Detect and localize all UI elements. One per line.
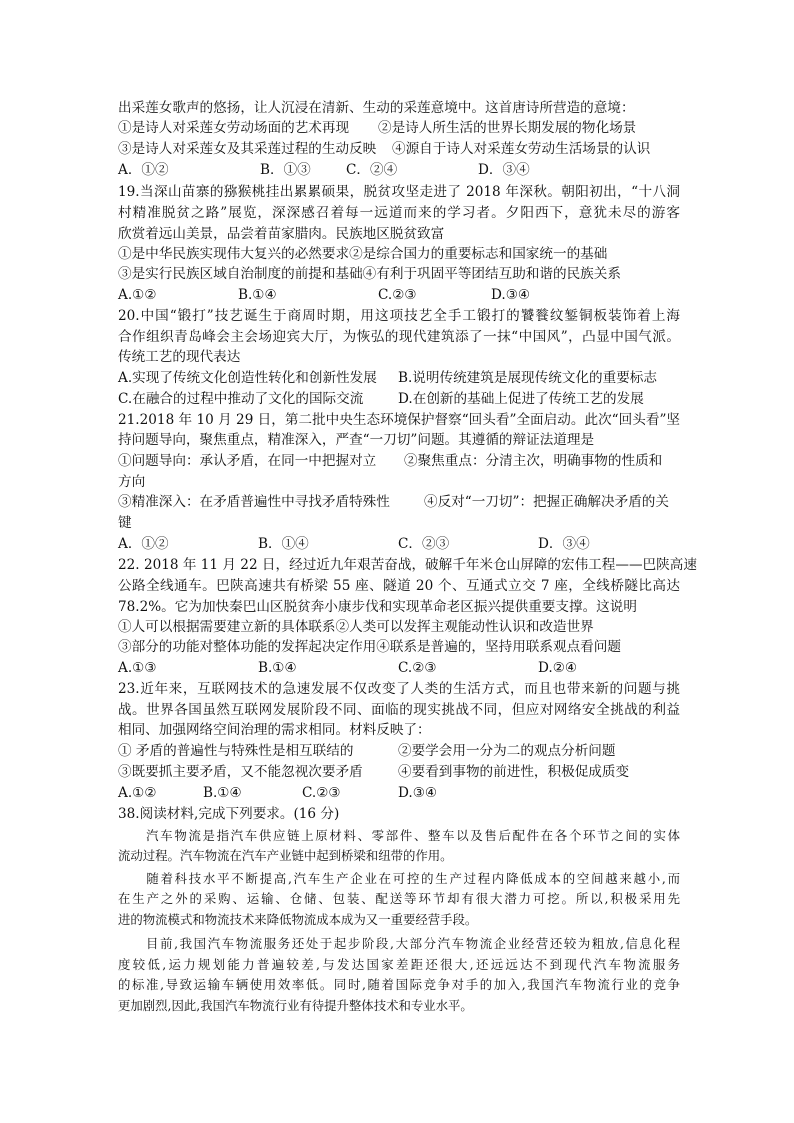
q21-option-a: A．①② xyxy=(118,536,169,552)
q18-item-2: ②是诗人所生活的世界长期发展的物化场景 xyxy=(378,120,637,136)
q20-option-b: B.说明传统建筑是展现传统文化的重要标志 xyxy=(398,370,657,386)
q23-item-2: ②要学会用一分为二的观点分析问题 xyxy=(398,743,616,759)
q20-line-1: 20.中国“锻打”技艺诞生于商周时期，用这项技艺全手工锻打的饕餮纹錾铜板装饰着上海 xyxy=(118,308,680,324)
q22-option-a: A.①③ xyxy=(118,660,157,676)
q19-line-2: 村精准脱贫之路”展览，深深感召着每一远道而来的学习者。夕阳西下，意犹未尽的游客 xyxy=(118,205,680,221)
q18-option-c: C．②④ xyxy=(346,162,398,178)
q22-option-d: D.②④ xyxy=(538,660,578,676)
q38-para-2-line-2: 在生产之外的采购、运输、仓储、包装、配送等环节却有很大潜力可挖。所以,积极采用先 xyxy=(118,891,680,906)
q21-item-4-cont: 键 xyxy=(118,515,132,531)
q19-option-b: B.①④ xyxy=(238,287,277,303)
q23-option-a: A.①② xyxy=(118,785,157,801)
q22-line-1: 22. 2018 年 11 月 22 日，经过近九年艰苦奋战，破解千年米仓山屏障的宏伟工程——巴陕高速 xyxy=(118,557,697,573)
q22-items-1-2: ①人可以根据需要建立新的具体联系②人类可以发挥主观能动性认识和改造世界 xyxy=(118,619,594,635)
q20-option-a: A.实现了传统文化创造性转化和创新性发展 xyxy=(118,370,377,386)
q23-option-b: B.①④ xyxy=(203,785,242,801)
q18-item-4: ④源自于诗人对采莲女劳动生活场景的认识 xyxy=(392,141,651,157)
q19-option-d: D.③④ xyxy=(491,287,531,303)
q18-stem: 出采莲女歌声的悠扬，让人沉浸在清新、生动的采莲意境中。这首唐诗所营造的意境： xyxy=(118,100,635,116)
q19-items-3-4: ③是实行民族区域自治制度的前提和基础④有利于巩固平等团结互助和谐的民族关系 xyxy=(118,266,621,282)
q38-para-1-line-2: 流动过程。汽车物流在汽车产业链中起到桥梁和纽带的作用。 xyxy=(118,848,453,863)
q19-line-1: 19.当深山苗寨的猕猴桃挂出累累硕果，脱贫攻坚走进了 2018 年深秋。朝阳初出，“十八洞 xyxy=(118,184,680,200)
q20-option-d: D.在创新的基础上促进了传统工艺的发展 xyxy=(398,391,644,407)
q23-option-d: D.③④ xyxy=(398,785,438,801)
q38-para-3-line-1: 目前,我国汽车物流服务还处于起步阶段,大部分汽车物流企业经营还较为粗放,信息化程 xyxy=(118,936,680,951)
q18-option-a: A．①② xyxy=(118,162,169,178)
q19-line-3: 欣赏着远山美景，品尝着苗家腊肉。民族地区脱贫致富 xyxy=(118,226,445,242)
q23-item-1: ① 矛盾的普遍性与特殊性是相互联结的 xyxy=(118,743,354,759)
q19-option-a: A.①② xyxy=(118,287,157,303)
q20-line-2: 合作组织青岛峰会主会场迎宾大厅，为恢弘的现代建筑添了一抹“中国风”，凸显中国气派。 xyxy=(118,329,680,345)
q22-line-2: 公路全线通车。巴陕高速共有桥梁 55 座、隧道 20 个、互通式立交 7 座，全线桥隧比高达 xyxy=(118,578,680,594)
q38-para-3-line-2: 度较低,运力规划能力普遍较差,与发达国家差距还很大,还远远达不到现代汽车物流服务 xyxy=(118,957,680,972)
q38-heading: 38.阅读材料,完成下列要求。(16 分) xyxy=(118,806,340,822)
q23-item-3: ③既要抓主要矛盾，又不能忽视次要矛盾 xyxy=(118,764,363,780)
q21-option-c: C．②③ xyxy=(398,536,450,552)
q19-items-1-2: ①是中华民族实现伟大复兴的必然要求②是综合国力的重要标志和国家统一的基础 xyxy=(118,246,608,262)
q21-item-1: ①问题导向：承认矛盾，在同一中把握对立 xyxy=(118,453,377,469)
q38-para-2-line-1: 随着科技水平不断提高,汽车生产企业在可控的生产过程内降低成本的空间越来越小,而 xyxy=(118,871,680,886)
q22-line-3: 78.2%。它为加快秦巴山区脱贫奔小康步伐和实现革命老区振兴提供重要支撑。这说明 xyxy=(118,599,637,615)
q23-line-2: 战。世界各国虽然互联网发展阶段不同、面临的现实挑战不同，但应对网络安全挑战的利益 xyxy=(118,702,680,718)
q18-item-1: ①是诗人对采莲女劳动场面的艺术再现 xyxy=(118,120,350,136)
q21-line-1: 21.2018 年 10 月 29 日，第二批中央生态环境保护督察“回头看”全面启动。此次“回头看”坚 xyxy=(118,412,680,428)
q23-item-4: ④要看到事物的前进性，积极促成质变 xyxy=(398,764,630,780)
q22-option-c: C.②③ xyxy=(398,660,437,676)
q38-para-2-line-3: 进的物流模式和物流技术来降低物流成本成为又一重要经营手段。 xyxy=(118,912,478,927)
q23-line-1: 23.近年来，互联网技术的急速发展不仅改变了人类的生活方式，而且也带来新的问题与挑 xyxy=(118,681,680,697)
q18-option-b: B．①③ xyxy=(260,162,311,178)
q20-option-c: C.在融合的过程中推动了文化的国际交流 xyxy=(118,391,364,407)
q20-line-3: 传统工艺的现代表达 xyxy=(118,349,241,365)
q21-item-3: ③精准深入：在矛盾普遍性中寻找矛盾特殊性 xyxy=(118,494,390,510)
q18-option-d: D．③④ xyxy=(478,162,530,178)
q21-item-4: ④反对“一刀切”：把握正确解决矛盾的关 xyxy=(424,494,669,510)
q38-para-3-line-3: 的标准,导致运输车辆使用效率低。同时,随着国际竞争对手的加入,我国汽车物流行业的竞争 xyxy=(118,977,680,992)
q38-para-1-line-1: 汽车物流是指汽车供应链上原材料、零部件、整车以及售后配件在各个环节之间的实体 xyxy=(118,828,680,843)
q21-line-2: 持问题导向，聚焦重点，精准深入，严查“一刀切”问题。其遵循的辩证法道理是 xyxy=(118,432,595,448)
q21-option-b: B．①④ xyxy=(258,536,309,552)
q21-item-2: ②聚焦重点：分清主次，明确事物的性质和 xyxy=(404,453,663,469)
q22-items-3-4: ③部分的功能对整体功能的发挥起决定作用④联系是普遍的，坚持用联系观点看问题 xyxy=(118,639,621,655)
q22-option-b: B.①④ xyxy=(258,660,297,676)
q18-item-3: ③是诗人对采莲女及其采莲过程的生动反映 xyxy=(118,141,377,157)
q23-option-c: C.②③ xyxy=(302,785,341,801)
q23-line-3: 相同、加强网络空间治理的需求相同。材料反映了： xyxy=(118,722,431,738)
q21-item-2-cont: 方向 xyxy=(118,474,146,490)
q19-option-c: C.②③ xyxy=(378,287,417,303)
q21-option-d: D．③④ xyxy=(538,536,590,552)
q38-para-3-line-4: 更加剧烈,因此,我国汽车物流行业有待提升整体技术和专业水平。 xyxy=(118,998,473,1013)
